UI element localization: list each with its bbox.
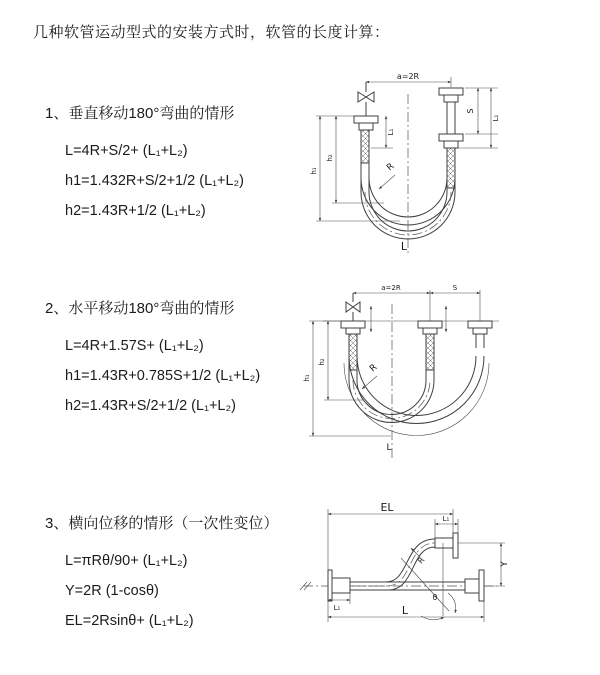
dim-label-l: L <box>400 240 408 253</box>
flange <box>341 321 365 328</box>
diagram-lateral-displacement <box>295 496 600 658</box>
section-3-heading: 3、横向位移的情形（一次性变位） <box>45 515 279 532</box>
flange-plate <box>453 533 458 558</box>
formula-el: EL=2Rsinθ+ (L₁+L₂) <box>65 613 194 629</box>
dim-label-a2r: a=2R <box>396 72 420 81</box>
dim-label-l1-left: L₁ <box>387 128 395 136</box>
formula-y: Y=2R (1-cosθ) <box>65 583 159 599</box>
angle-arc <box>448 593 456 613</box>
flange <box>439 134 463 141</box>
hose-bend-moved <box>357 356 476 416</box>
flange-hub <box>332 578 350 593</box>
dim-label-el: EL <box>380 501 394 514</box>
hose-bend <box>357 380 426 415</box>
motion-envelope-arc <box>344 363 489 436</box>
dim-label-l1-left: L₁ <box>333 604 341 612</box>
dim-label-s: S <box>466 108 475 114</box>
dim-label-h2: h₂ <box>318 358 326 366</box>
page-title: 几种软管运动型式的安装方式时，软管的长度计算： <box>33 24 390 41</box>
radius-label: R <box>415 555 427 566</box>
formula-l: L=4R+S/2+ (L₁+L₂) <box>65 143 188 159</box>
dim-label-l: L <box>401 604 409 617</box>
hose-braid <box>361 130 369 163</box>
section-vertical-movement <box>45 102 244 226</box>
flange-hub <box>473 328 487 334</box>
formula-h2: h2=1.43R+1/2 (L₁+L₂) <box>65 203 206 219</box>
formula-h1: h1=1.43R+0.785S+1/2 (L₁+L₂) <box>65 368 261 384</box>
dim-label-s: S <box>452 284 458 292</box>
radius-arrow <box>362 376 377 389</box>
dim-label-a2r: a=2R <box>381 284 401 292</box>
section-1-heading: 1、垂直移动180°弯曲的情形 <box>45 105 235 122</box>
section-2-heading: 2、水平移动180°弯曲的情形 <box>45 300 235 317</box>
section-horizontal-movement <box>45 297 260 421</box>
flange-hub <box>465 579 479 593</box>
formula-h2: h2=1.43R+S/2+1/2 (L₁+L₂) <box>65 398 236 414</box>
valve-icon <box>346 302 360 312</box>
flange-hub <box>444 141 458 148</box>
formula-l: L=4R+1.57S+ (L₁+L₂) <box>65 338 204 354</box>
dim-label-l: L <box>386 443 392 453</box>
hose-braid <box>426 334 434 370</box>
flange-hub <box>359 123 373 130</box>
angle-label: θ <box>432 593 438 602</box>
section-lateral-displacement <box>45 512 278 636</box>
dim-label-y: Y <box>500 561 510 567</box>
formula-h1: h1=1.432R+S/2+1/2 (L₁+L₂) <box>65 173 245 189</box>
dim-label-h1: h₁ <box>303 374 311 382</box>
flange-hub <box>346 328 360 334</box>
radius-construction-line <box>401 558 449 611</box>
diagram-horizontal-180-bend <box>303 278 600 466</box>
valve-icon <box>358 92 374 102</box>
angle-arc <box>421 616 444 620</box>
dim-label-l1: L₁ <box>492 114 500 122</box>
hose-bend <box>349 380 434 423</box>
hose-braid <box>349 334 357 370</box>
flange <box>439 88 463 95</box>
dim-label-h1: h₁ <box>310 167 318 175</box>
flange <box>354 116 378 123</box>
flange <box>418 321 442 328</box>
hose-edge-displaced <box>350 547 435 590</box>
dim-label-h2: h₂ <box>326 154 334 162</box>
hose-braid <box>447 148 455 188</box>
formula-l: L=πRθ/90+ (L₁+L₂) <box>65 553 188 569</box>
flange-hub <box>435 538 453 548</box>
flange-hub <box>444 95 458 102</box>
diagram-vertical-180-bend <box>308 66 598 262</box>
flange <box>468 321 492 328</box>
radius-arrow <box>379 175 395 189</box>
flange-hub <box>423 328 437 334</box>
flange-plate <box>479 570 484 601</box>
radius-label: R <box>368 362 380 375</box>
flange-plate <box>328 570 332 601</box>
dim-label-l1-top: L₁ <box>442 515 450 523</box>
radius-label: R <box>385 161 397 174</box>
